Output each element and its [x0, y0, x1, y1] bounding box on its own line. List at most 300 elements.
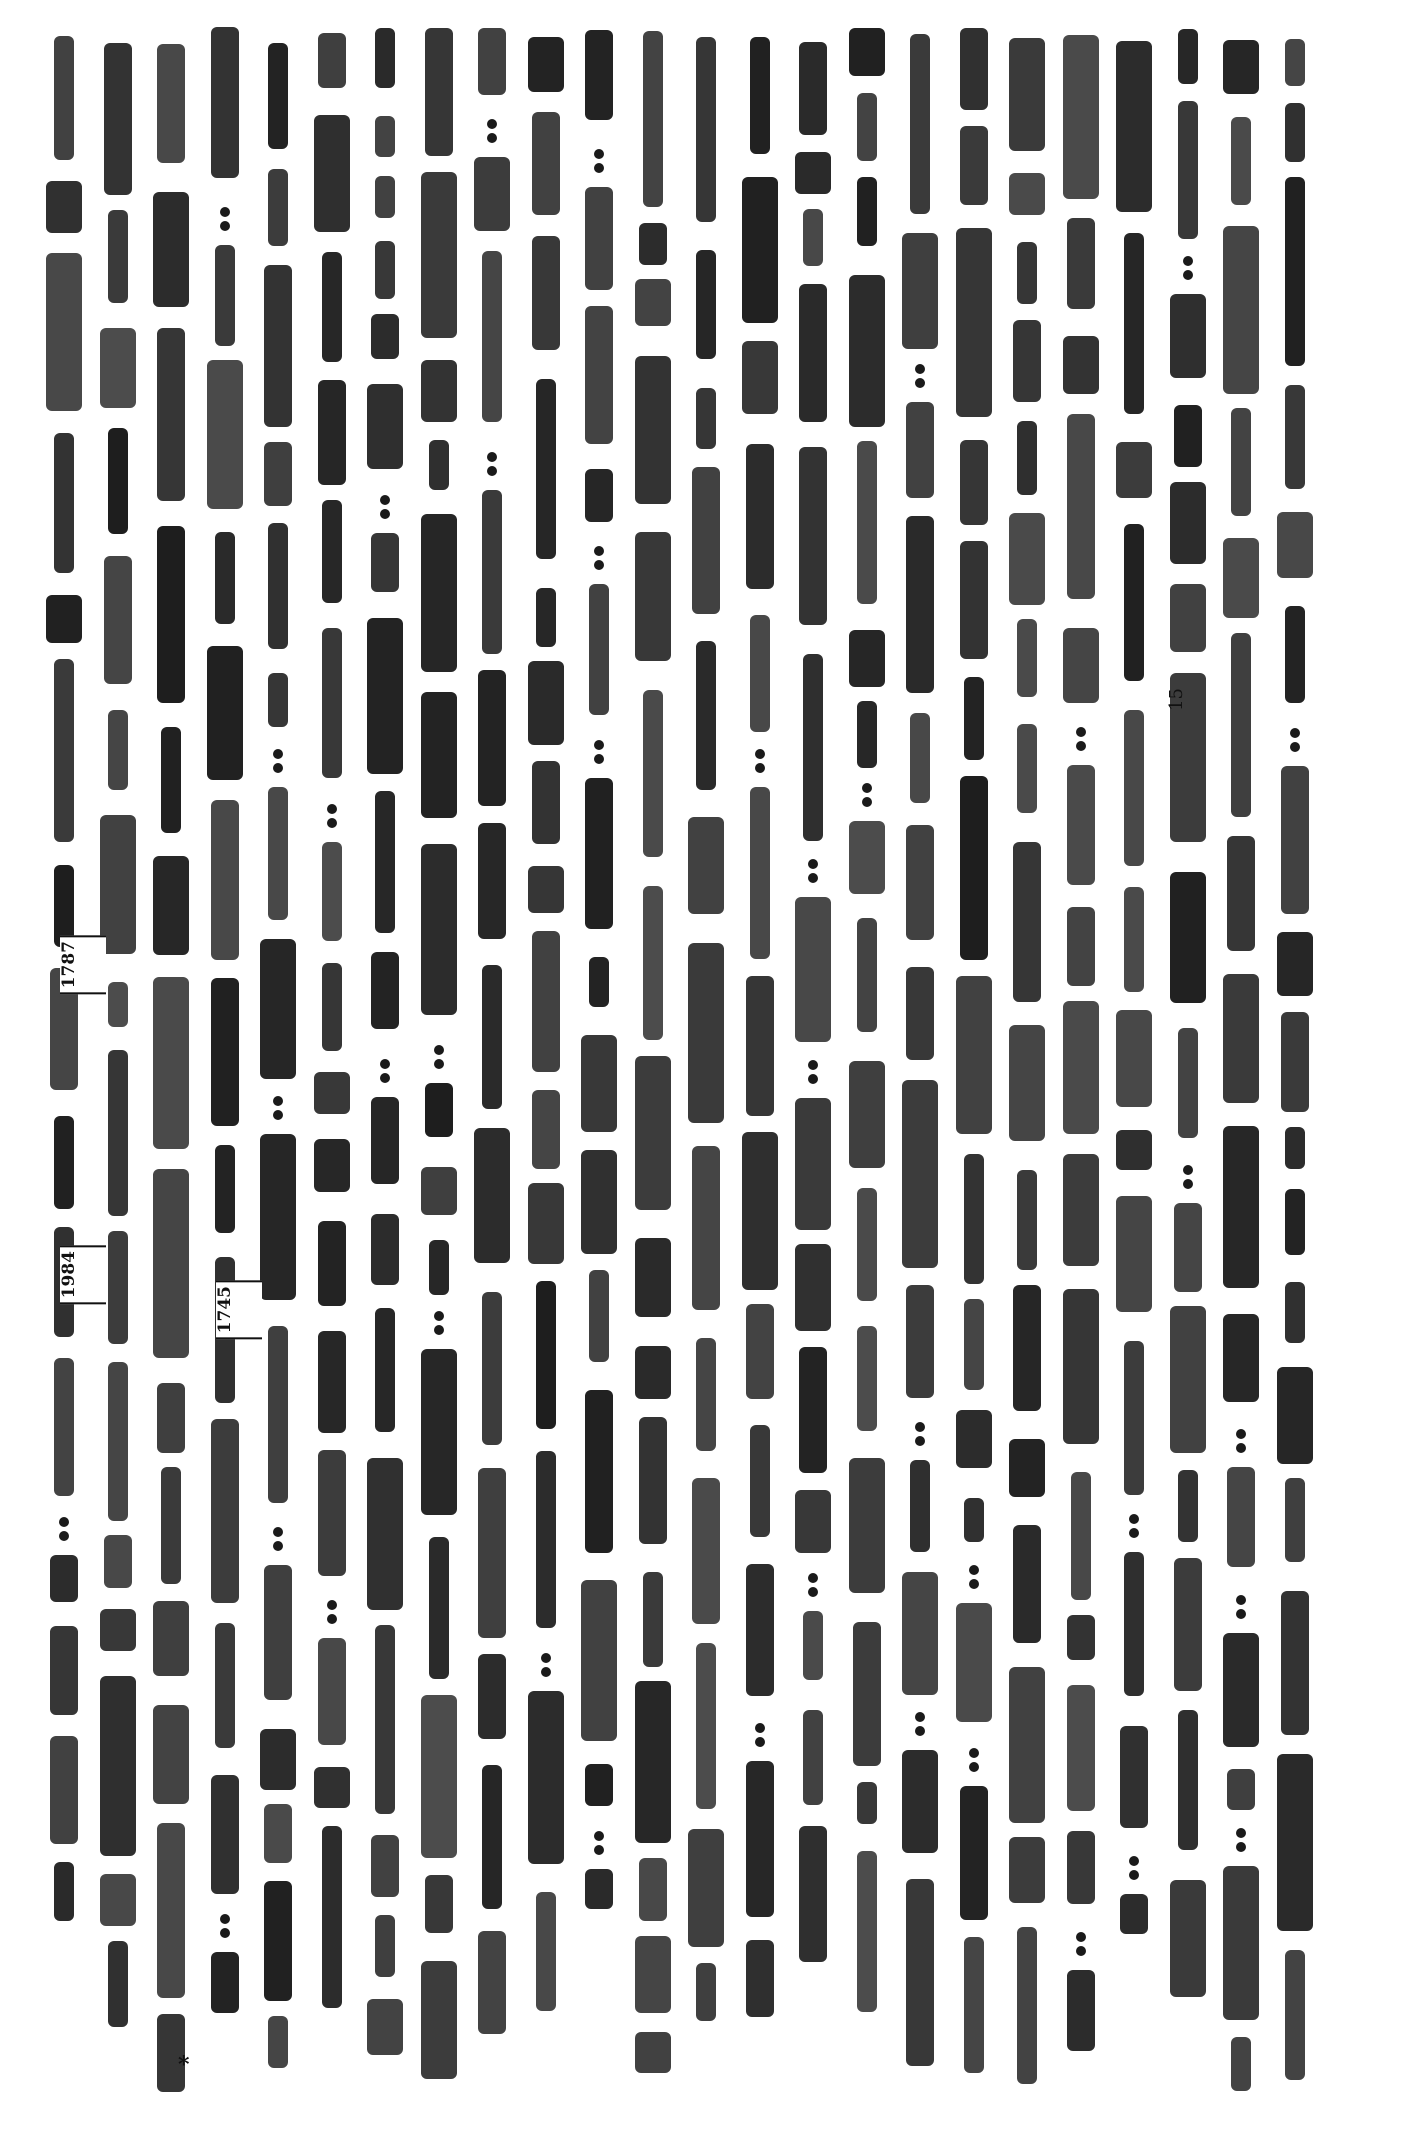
word-glyph — [1009, 1667, 1045, 1822]
word-glyph — [375, 116, 395, 157]
word-glyph — [536, 1892, 556, 2010]
punctuation-dot — [220, 1914, 230, 1924]
word-glyph — [1120, 1726, 1148, 1828]
word-glyph — [1281, 1012, 1309, 1112]
word-glyph — [1281, 766, 1309, 914]
punctuation-dot — [755, 1737, 765, 1747]
word-glyph — [581, 1150, 617, 1254]
word-glyph — [108, 428, 128, 534]
word-glyph — [746, 976, 774, 1115]
word-glyph — [1231, 117, 1251, 204]
word-glyph — [104, 556, 132, 684]
word-glyph — [696, 1963, 716, 2021]
punctuation-dot — [487, 119, 497, 129]
word-glyph — [1170, 482, 1206, 564]
word-glyph — [795, 1098, 831, 1229]
word-glyph — [849, 28, 885, 77]
word-glyph — [1124, 233, 1144, 414]
punctuation-dot — [380, 1059, 390, 1069]
punctuation-dot — [1129, 1514, 1139, 1524]
word-glyph — [478, 823, 506, 939]
word-glyph — [1067, 1615, 1095, 1659]
word-glyph — [161, 727, 181, 833]
word-glyph — [157, 1383, 185, 1453]
word-glyph — [585, 778, 613, 928]
punctuation-dot — [594, 149, 604, 159]
punctuation-dot — [327, 1614, 337, 1624]
word-glyph — [750, 37, 770, 154]
word-glyph — [643, 886, 663, 1039]
word-glyph — [532, 112, 560, 215]
word-glyph — [1067, 1970, 1095, 2051]
word-glyph — [906, 967, 934, 1060]
punctuation-dot — [808, 859, 818, 869]
punctuation-dot — [220, 207, 230, 217]
word-glyph — [643, 1572, 663, 1667]
word-glyph — [46, 181, 82, 233]
text-column — [1271, 18, 1319, 2103]
punctuation-dot — [594, 1845, 604, 1855]
text-column — [1110, 18, 1158, 2103]
word-glyph — [367, 384, 403, 470]
word-glyph — [1285, 385, 1305, 489]
punctuation-dot — [1236, 1429, 1246, 1439]
word-glyph — [635, 2032, 671, 2073]
word-glyph — [1174, 405, 1202, 467]
word-glyph — [161, 1467, 181, 1584]
word-glyph — [1285, 103, 1305, 162]
punctuation-dot — [755, 763, 765, 773]
word-glyph — [1116, 1130, 1152, 1170]
punctuation-dot — [1129, 1528, 1139, 1538]
punctuation-dot — [1183, 1165, 1193, 1175]
word-glyph — [1277, 512, 1313, 578]
word-glyph — [207, 360, 243, 509]
text-column — [1164, 18, 1212, 2103]
punctuation-dot — [969, 1748, 979, 1758]
word-glyph — [54, 1116, 74, 1209]
word-glyph — [367, 1458, 403, 1610]
punctuation-dot — [594, 754, 604, 764]
punctuation-dot — [1236, 1842, 1246, 1852]
word-glyph — [960, 776, 988, 960]
word-glyph — [268, 169, 288, 246]
word-glyph — [371, 314, 399, 358]
word-glyph — [795, 152, 831, 194]
word-glyph — [1063, 35, 1099, 199]
word-glyph — [153, 1601, 189, 1676]
word-glyph — [375, 241, 395, 299]
punctuation-dot — [380, 1073, 390, 1083]
word-glyph — [960, 541, 988, 659]
word-glyph — [1063, 1154, 1099, 1266]
word-glyph — [314, 1767, 350, 1808]
page-number: 15 — [1166, 688, 1187, 711]
punctuation-dot — [915, 1422, 925, 1432]
word-glyph — [268, 1326, 288, 1503]
word-glyph — [910, 713, 930, 803]
word-glyph — [799, 42, 827, 135]
word-glyph — [696, 37, 716, 221]
word-glyph — [1174, 1203, 1202, 1292]
word-glyph — [799, 284, 827, 422]
punctuation-dot — [434, 1311, 444, 1321]
word-glyph — [100, 815, 136, 954]
word-glyph — [742, 341, 778, 415]
word-glyph — [746, 1564, 774, 1697]
word-glyph — [799, 1347, 827, 1473]
word-glyph — [1124, 887, 1144, 992]
word-glyph — [1227, 1769, 1255, 1810]
word-glyph — [528, 1691, 564, 1864]
punctuation-dot — [1076, 727, 1086, 737]
punctuation-dot — [1236, 1828, 1246, 1838]
word-glyph — [211, 800, 239, 960]
word-glyph — [322, 628, 342, 777]
text-column — [468, 18, 516, 2103]
punctuation-dot — [1183, 1179, 1193, 1189]
word-glyph — [1231, 2037, 1251, 2090]
punctuation-dot — [915, 1726, 925, 1736]
punctuation-dot — [915, 1436, 925, 1446]
footnote-asterisk: * — [178, 2052, 190, 2078]
word-glyph — [902, 233, 938, 349]
text-column — [736, 18, 784, 2103]
punctuation-dot — [434, 1045, 444, 1055]
word-glyph — [1170, 1880, 1206, 1997]
punctuation-dot — [59, 1517, 69, 1527]
word-glyph — [1223, 1314, 1259, 1402]
word-glyph — [536, 1281, 556, 1430]
word-glyph — [589, 584, 609, 715]
word-glyph — [857, 701, 877, 768]
punctuation-dot — [273, 763, 283, 773]
word-glyph — [1013, 320, 1041, 401]
word-glyph — [585, 1390, 613, 1553]
word-glyph — [528, 866, 564, 913]
word-glyph — [1017, 619, 1037, 697]
word-glyph — [1120, 1894, 1148, 1934]
word-glyph — [585, 187, 613, 290]
word-glyph — [688, 817, 724, 915]
word-glyph — [635, 532, 671, 661]
word-glyph — [215, 532, 235, 624]
word-glyph — [750, 615, 770, 732]
punctuation-dot — [862, 797, 872, 807]
word-glyph — [1017, 1170, 1037, 1269]
word-glyph — [746, 1304, 774, 1399]
word-glyph — [643, 690, 663, 857]
word-glyph — [1178, 1710, 1198, 1850]
word-glyph — [215, 1145, 235, 1233]
punctuation-dot — [273, 1110, 283, 1120]
word-glyph — [100, 1609, 136, 1650]
word-glyph — [367, 1999, 403, 2055]
word-glyph — [211, 1419, 239, 1603]
punctuation-dot — [487, 452, 497, 462]
word-glyph — [803, 1611, 823, 1680]
word-glyph — [108, 1941, 128, 2027]
word-glyph — [960, 440, 988, 525]
word-glyph — [1285, 1189, 1305, 1254]
word-glyph — [157, 1823, 185, 1997]
word-glyph — [1067, 907, 1095, 986]
punctuation-dot — [327, 818, 337, 828]
word-glyph — [371, 533, 399, 592]
word-glyph — [264, 1565, 292, 1700]
word-glyph — [425, 28, 453, 156]
word-glyph — [750, 787, 770, 959]
word-glyph — [478, 1654, 506, 1739]
word-glyph — [1116, 41, 1152, 211]
text-column — [415, 18, 463, 2103]
word-glyph — [375, 1915, 395, 1977]
word-glyph — [375, 28, 395, 88]
word-glyph — [314, 1072, 350, 1115]
word-glyph — [1170, 872, 1206, 1003]
word-glyph — [1223, 538, 1259, 617]
punctuation-dot — [808, 1060, 818, 1070]
punctuation-dot — [487, 466, 497, 476]
punctuation-dot — [434, 1325, 444, 1335]
word-glyph — [322, 500, 342, 603]
punctuation-dot — [969, 1565, 979, 1575]
word-glyph — [639, 223, 667, 265]
word-glyph — [1285, 1950, 1305, 2080]
word-glyph — [956, 1603, 992, 1722]
word-glyph — [1231, 408, 1251, 516]
word-glyph — [635, 279, 671, 326]
word-glyph — [260, 1134, 296, 1300]
word-glyph — [857, 1782, 877, 1824]
word-glyph — [54, 36, 74, 160]
word-glyph — [956, 976, 992, 1133]
punctuation-dot — [915, 378, 925, 388]
word-glyph — [635, 1936, 671, 2013]
word-glyph — [211, 1952, 239, 2013]
word-glyph — [910, 1460, 930, 1552]
word-glyph — [1285, 39, 1305, 87]
word-glyph — [371, 1097, 399, 1184]
word-glyph — [421, 1349, 457, 1516]
word-glyph — [108, 1362, 128, 1521]
word-glyph — [528, 37, 564, 92]
word-glyph — [260, 939, 296, 1080]
punctuation-dot — [273, 1541, 283, 1551]
punctuation-dot — [1129, 1856, 1139, 1866]
word-glyph — [956, 228, 992, 417]
punctuation-dot — [1076, 741, 1086, 751]
word-glyph — [857, 1188, 877, 1301]
word-glyph — [1170, 294, 1206, 378]
word-glyph — [1009, 1439, 1045, 1497]
word-glyph — [318, 1221, 346, 1306]
word-glyph — [207, 646, 243, 780]
punctuation-dot — [380, 509, 390, 519]
word-glyph — [153, 1705, 189, 1804]
word-glyph — [264, 1804, 292, 1862]
punctuation-dot — [755, 749, 765, 759]
word-glyph — [1223, 1633, 1259, 1747]
word-glyph — [1178, 29, 1198, 83]
word-glyph — [1009, 38, 1045, 151]
word-glyph — [1116, 442, 1152, 498]
word-glyph — [54, 659, 74, 842]
punctuation-dot — [380, 495, 390, 505]
text-column — [575, 18, 623, 2103]
word-glyph — [1013, 1525, 1041, 1643]
word-glyph — [795, 1490, 831, 1553]
punctuation-dot — [808, 1074, 818, 1084]
word-glyph — [50, 1736, 78, 1844]
word-glyph — [1277, 1754, 1313, 1931]
word-glyph — [696, 388, 716, 449]
punctuation-dot — [1236, 1443, 1246, 1453]
word-glyph — [585, 1869, 613, 1910]
word-glyph — [375, 791, 395, 932]
word-glyph — [692, 1478, 720, 1624]
word-glyph — [268, 523, 288, 648]
word-glyph — [956, 1410, 992, 1469]
word-glyph — [314, 115, 350, 232]
word-glyph — [635, 356, 671, 504]
word-glyph — [322, 252, 342, 362]
word-glyph — [1223, 974, 1259, 1104]
word-glyph — [639, 1417, 667, 1544]
punctuation-dot — [273, 1096, 283, 1106]
word-glyph — [746, 444, 774, 589]
text-column — [147, 18, 195, 2103]
punctuation-dot — [220, 1928, 230, 1938]
word-glyph — [1009, 1025, 1045, 1141]
word-glyph — [375, 1625, 395, 1814]
text-column — [522, 18, 570, 2103]
word-glyph — [1124, 1552, 1144, 1696]
word-glyph — [482, 251, 502, 422]
word-glyph — [1178, 101, 1198, 238]
word-glyph — [906, 1285, 934, 1399]
word-glyph — [692, 1146, 720, 1311]
word-glyph — [54, 1862, 74, 1922]
word-glyph — [857, 441, 877, 603]
word-glyph — [157, 328, 185, 501]
word-glyph — [478, 670, 506, 806]
word-glyph — [371, 952, 399, 1029]
word-glyph — [211, 1775, 239, 1894]
word-glyph — [100, 1676, 136, 1856]
punctuation-dot — [594, 1831, 604, 1841]
word-glyph — [536, 379, 556, 559]
word-glyph — [1017, 421, 1037, 496]
word-glyph — [268, 43, 288, 149]
word-glyph — [528, 661, 564, 745]
text-column — [843, 18, 891, 2103]
word-glyph — [581, 1035, 617, 1132]
word-glyph — [964, 1498, 984, 1542]
word-glyph — [696, 250, 716, 359]
word-glyph — [902, 1080, 938, 1268]
word-glyph — [318, 1638, 346, 1745]
punctuation-dot — [594, 740, 604, 750]
word-glyph — [1067, 1685, 1095, 1811]
word-glyph — [1071, 1472, 1091, 1600]
word-glyph — [429, 1537, 449, 1679]
word-glyph — [100, 1874, 136, 1926]
word-glyph — [1223, 40, 1259, 94]
word-glyph — [532, 236, 560, 349]
word-glyph — [1063, 1001, 1099, 1134]
word-glyph — [108, 1050, 128, 1216]
punctuation-dot — [1236, 1609, 1246, 1619]
word-glyph — [1285, 1478, 1305, 1561]
word-glyph — [153, 856, 189, 955]
word-glyph — [478, 1931, 506, 2034]
word-glyph — [1116, 1010, 1152, 1108]
word-glyph — [429, 1240, 449, 1294]
word-glyph — [910, 34, 930, 214]
word-glyph — [902, 1750, 938, 1853]
punctuation-dot — [808, 873, 818, 883]
word-glyph — [1067, 218, 1095, 310]
punctuation-dot — [541, 1653, 551, 1663]
word-glyph — [1009, 1837, 1045, 1903]
word-glyph — [857, 177, 877, 246]
word-glyph — [371, 1835, 399, 1897]
word-glyph — [696, 1643, 716, 1810]
word-glyph — [421, 1695, 457, 1857]
word-glyph — [857, 1851, 877, 2012]
punctuation-dot — [915, 364, 925, 374]
word-glyph — [1277, 1367, 1313, 1464]
word-glyph — [795, 897, 831, 1042]
word-glyph — [964, 1154, 984, 1284]
word-glyph — [532, 1090, 560, 1169]
word-glyph — [429, 440, 449, 490]
word-glyph — [482, 1292, 502, 1445]
word-glyph — [799, 447, 827, 626]
word-glyph — [318, 380, 346, 485]
text-column — [361, 18, 409, 2103]
word-glyph — [536, 588, 556, 647]
punctuation-dot — [487, 133, 497, 143]
punctuation-dot — [755, 1723, 765, 1733]
word-glyph — [1227, 1467, 1255, 1567]
word-glyph — [1067, 1831, 1095, 1904]
text-column — [1217, 18, 1265, 2103]
word-glyph — [803, 654, 823, 841]
word-glyph — [1017, 242, 1037, 304]
punctuation-dot — [969, 1762, 979, 1772]
word-glyph — [1227, 836, 1255, 951]
punctuation-dot — [1183, 256, 1193, 266]
word-glyph — [104, 1535, 132, 1588]
word-glyph — [857, 93, 877, 161]
punctuation-dot — [808, 1573, 818, 1583]
reference-marker-1984: 1984 — [60, 1245, 106, 1304]
word-glyph — [581, 1580, 617, 1741]
word-glyph — [688, 1829, 724, 1947]
word-glyph — [1013, 842, 1041, 1001]
word-glyph — [696, 641, 716, 791]
word-glyph — [264, 442, 292, 505]
word-glyph — [1124, 710, 1144, 867]
word-glyph — [322, 842, 342, 942]
word-glyph — [375, 176, 395, 218]
word-glyph — [853, 1622, 881, 1766]
word-glyph — [482, 965, 502, 1109]
text-column — [308, 18, 356, 2103]
word-glyph — [532, 931, 560, 1072]
